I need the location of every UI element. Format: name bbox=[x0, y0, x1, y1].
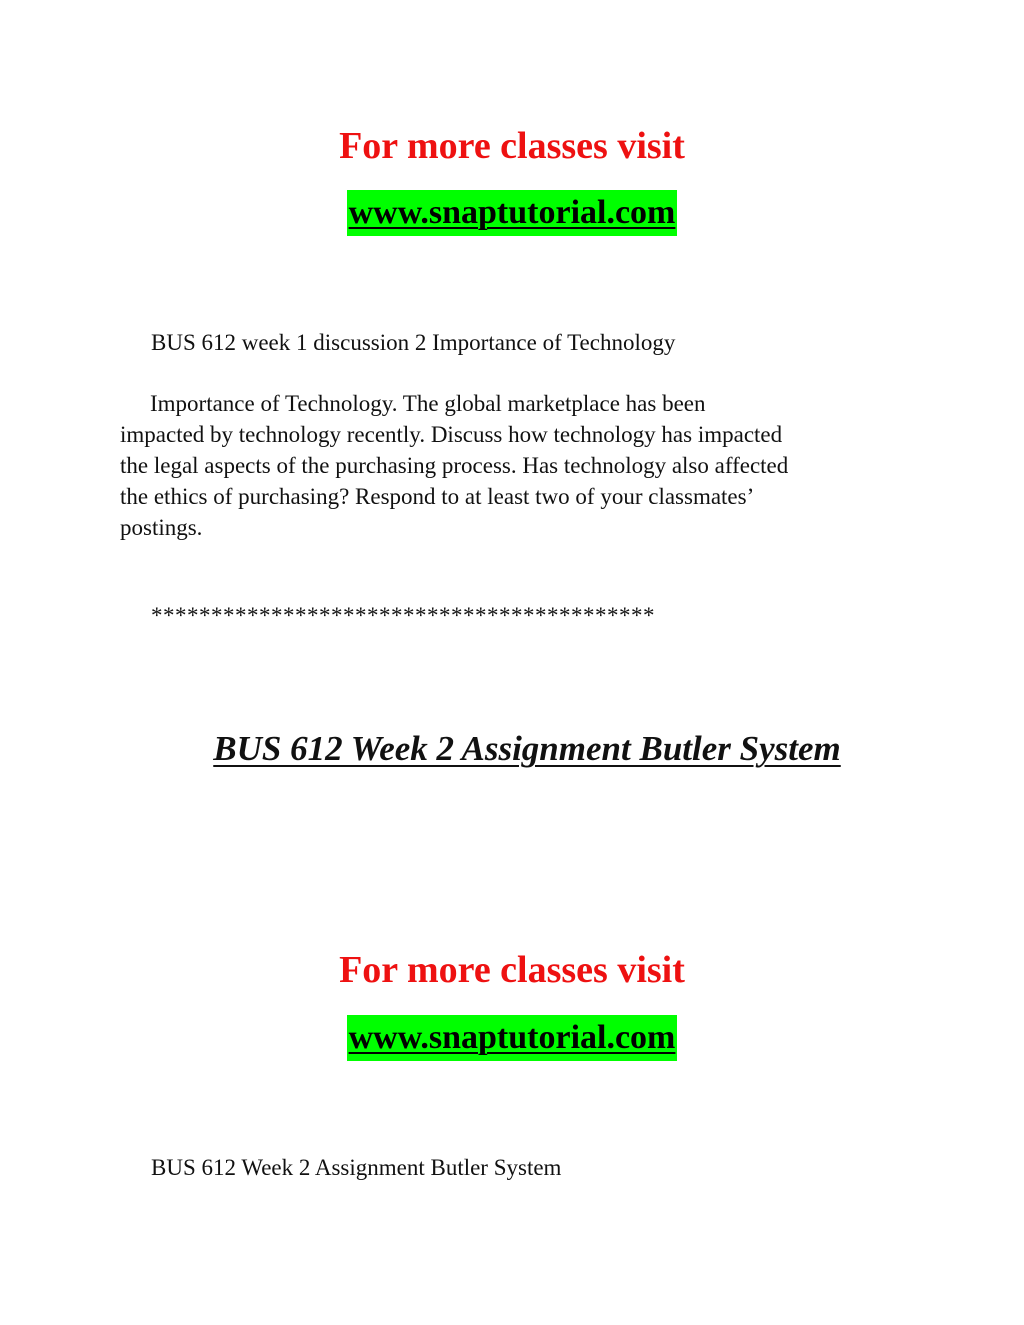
promo-link-top[interactable]: www.snaptutorial.com bbox=[347, 190, 678, 236]
promo-title-top: For more classes visit bbox=[339, 125, 685, 167]
paragraph-line: the legal aspects of the purchasing process. Has technology also affected bbox=[120, 453, 789, 478]
assignment-footer-title: BUS 612 Week 2 Assignment Butler System bbox=[151, 1155, 562, 1180]
promo-title-bottom: For more classes visit bbox=[339, 949, 685, 991]
paragraph-line: Importance of Technology. The global marketplace has been bbox=[150, 391, 706, 416]
paragraph-line: postings. bbox=[120, 515, 203, 540]
paragraph-line: the ethics of purchasing? Respond to at least two of your classmates’ bbox=[120, 484, 755, 509]
paragraph-line: impacted by technology recently. Discuss how technology has impacted bbox=[120, 422, 783, 447]
assignment-heading: BUS 612 Week 2 Assignment Butler System bbox=[213, 729, 841, 768]
promo-link-bottom[interactable]: www.snaptutorial.com bbox=[347, 1015, 678, 1061]
promo-link-top-wrap bbox=[0, 190, 1024, 236]
discussion-title: BUS 612 week 1 discussion 2 Importance of Technology bbox=[151, 330, 676, 355]
separator-stars: ****************************************** bbox=[151, 603, 655, 628]
promo-link-bottom-wrap bbox=[0, 1015, 1024, 1061]
discussion-paragraph bbox=[120, 388, 920, 543]
